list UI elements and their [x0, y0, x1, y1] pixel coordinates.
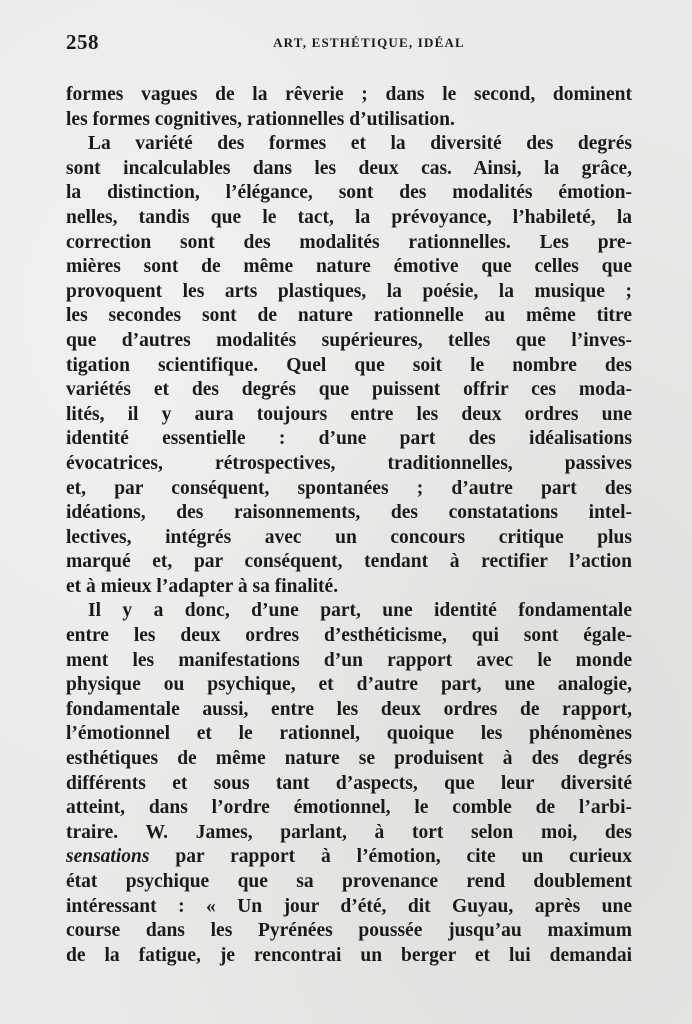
text-line: les secondes sont de nature rationnelle au même titre [66, 305, 632, 327]
text-line: Il y a donc, d’une part, une identité fondamentale [88, 600, 632, 622]
text-line: mières sont de même nature émotive que celles que [66, 256, 632, 278]
text-line: physique ou psychique, et d’autre part, une analogie, [66, 674, 632, 696]
italic-word: sensations [66, 846, 150, 868]
text-line-with-italic [66, 845, 632, 870]
text-line: marqué et, par conséquent, tendant à rectifier l’action [66, 551, 632, 573]
page-header [66, 30, 632, 56]
text-line: course dans les Pyrénées poussée jusqu’au maximum [66, 920, 632, 942]
text-line: différents et sous tant d’aspects, que leur diversité [66, 772, 632, 794]
text-line: tigation scientifique. Quel que soit le nombre des [66, 354, 632, 376]
body-text [66, 83, 632, 968]
text-line: et, par conséquent, spontanées ; d’autre part des [66, 477, 632, 499]
text-line: variétés et des degrés que puissent offrir ces moda- [66, 379, 632, 401]
page-number: 258 [66, 30, 99, 54]
text-line: esthétiques de même nature se produisent à des degrés [66, 748, 632, 770]
text-line: atteint, dans l’ordre émotionnel, le comble de l’arbi- [66, 797, 632, 819]
text-line: nelles, tandis que le tact, la prévoyance, l’habileté, la [66, 206, 632, 228]
text-line: et à mieux l’adapter à sa finalité. [66, 575, 339, 597]
text-line: provoquent les arts plastiques, la poésie, la musique ; [66, 280, 632, 302]
text-line: intéressant : « Un jour d’été, dit Guyau, après une [66, 895, 632, 917]
text-line: La variété des formes et la diversité des degrés [88, 133, 632, 155]
text-line: formes vagues de la rêverie ; dans le second, dominent [66, 84, 632, 105]
text-line: entre les deux ordres d’esthéticisme, qui sont égale- [66, 625, 632, 647]
text-line: fondamentale aussi, entre les deux ordres de rapport, [66, 698, 632, 720]
text-line: identité essentielle : d’une part des idéalisations [66, 428, 632, 450]
text-line: état psychique que sa provenance rend doublement [66, 871, 632, 892]
running-head: ART, ESTHÉTIQUE, IDÉAL [273, 35, 465, 50]
text-line: de la fatigue, je rencontrai un berger et lui demandai [66, 944, 632, 966]
text-line: sont incalculables dans les deux cas. Ainsi, la grâce, [66, 157, 632, 179]
text-line-rest: par rapport à l’émotion, cite un curieux [175, 846, 632, 868]
text-line: l’émotionnel et le rationnel, quoique les phénomènes [66, 723, 632, 745]
text-line: lectives, intégrés avec un concours critique plus [66, 526, 632, 548]
text-line: la distinction, l’élégance, sont des modalités émotion- [66, 182, 632, 204]
text-line: correction sont des modalités rationnelles. Les pre- [66, 231, 632, 253]
text-line: traire. W. James, parlant, à tort selon moi, des [66, 821, 632, 843]
text-line: ment les manifestations d’un rapport avec le monde [66, 649, 632, 671]
text-line: évocatrices, rétrospectives, traditionnelles, passives [66, 452, 632, 474]
text-line: lités, il y aura toujours entre les deux ordres une [66, 403, 632, 425]
text-line: que d’autres modalités supérieures, telles que l’inves- [66, 329, 632, 351]
text-line: idéations, des raisonnements, des constatations intel- [66, 502, 632, 524]
text-line: les formes cognitives, rationnelles d’utilisation. [66, 108, 455, 130]
